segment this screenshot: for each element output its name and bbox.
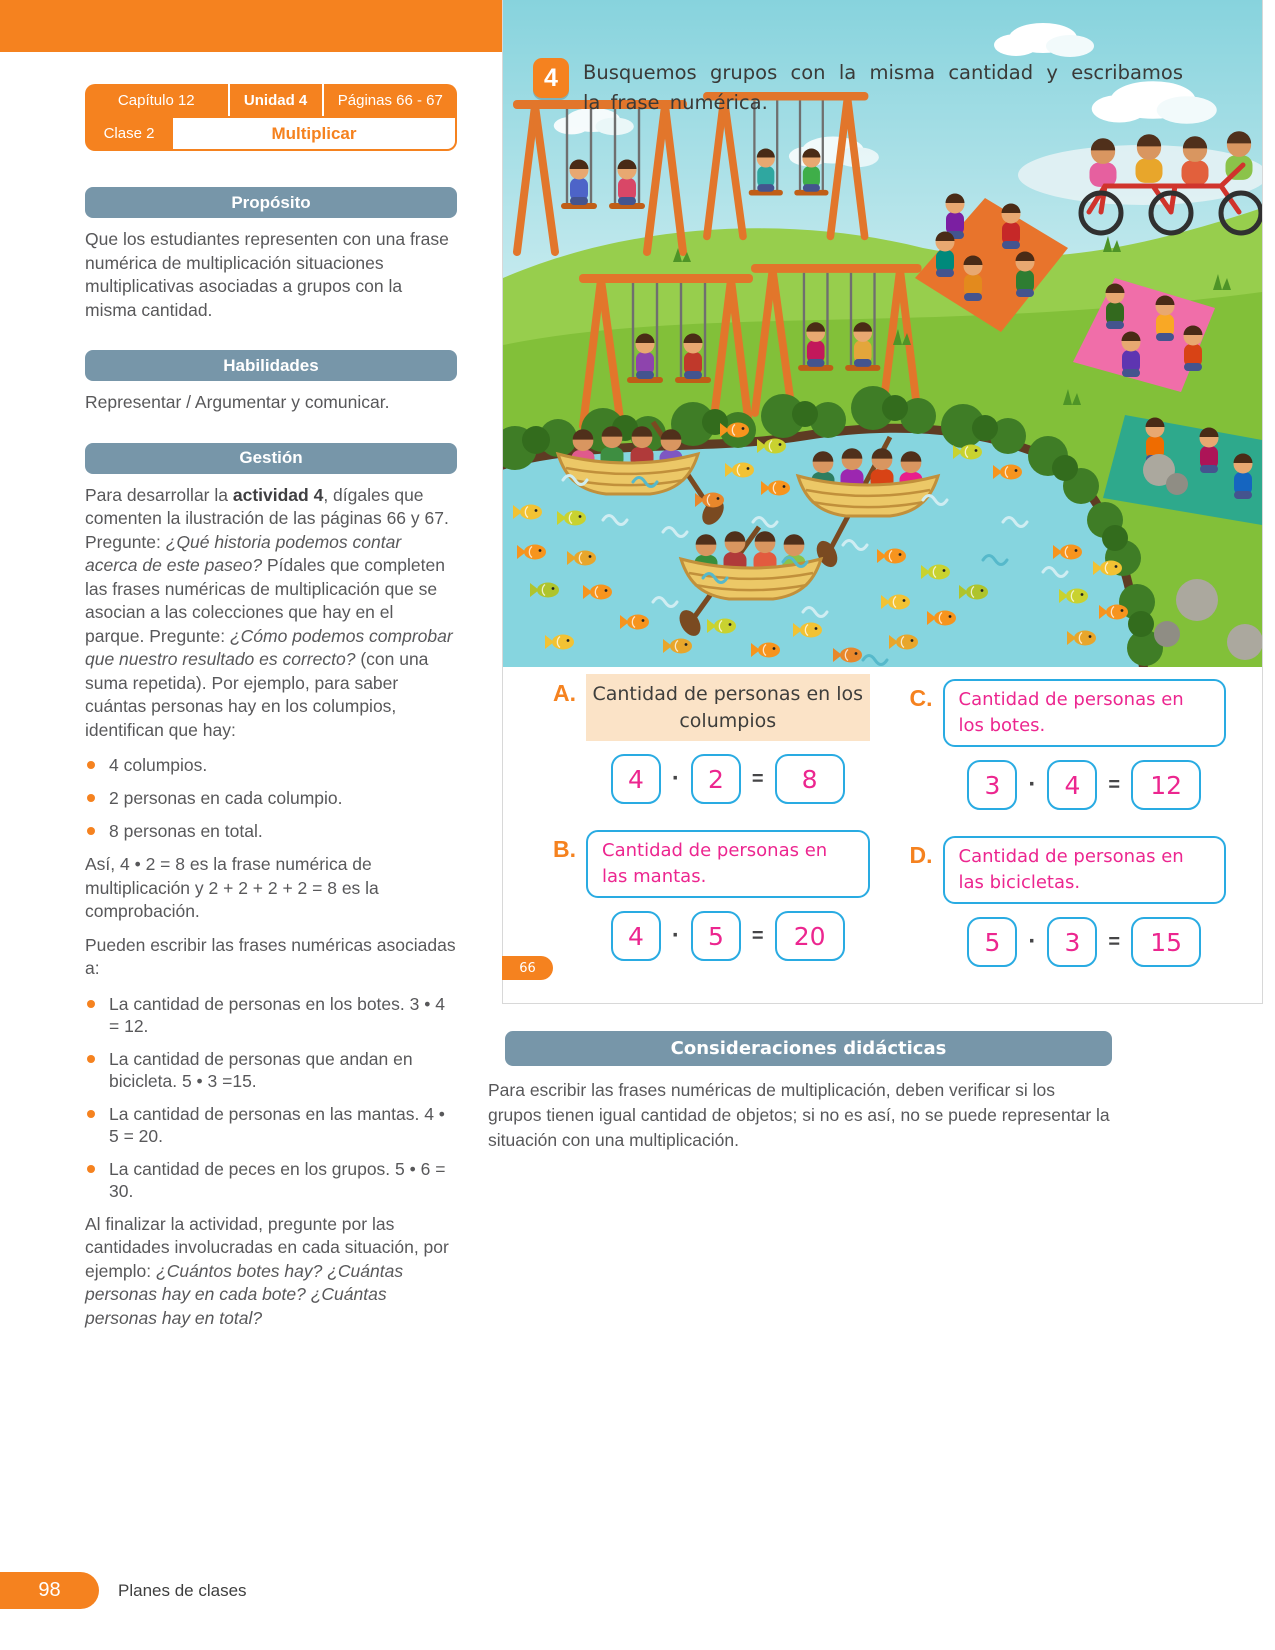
- topic-tag: Multiplicar: [173, 116, 457, 151]
- factor-box[interactable]: 3: [1047, 917, 1097, 967]
- activity-header: [533, 58, 1223, 118]
- gestion-header: Gestión: [85, 443, 457, 474]
- gestion-paragraph-4: Al finalizar la actividad, pregunte por las cantidades involucradas en cada situación, por ejemplo: ¿Cuántos botes hay? ¿Cuántas personas hay en cada bote? ¿Cuántas personas hay en total?: [85, 1213, 449, 1328]
- consideraciones-section: [488, 1031, 1112, 1171]
- equals-operator: =: [1108, 931, 1121, 954]
- answer-b-title: Cantidad de personas en las mantas.: [586, 830, 870, 898]
- answers-right-column: [910, 674, 1227, 967]
- answer-b: [553, 830, 870, 961]
- factor-box[interactable]: 4: [1047, 760, 1097, 810]
- equals-operator: =: [751, 768, 764, 791]
- activity-instruction: Busquemos grupos con la misma cantidad y escribamos la frase numérica.: [583, 61, 1183, 115]
- answer-a-label: A.: [553, 680, 576, 706]
- factor-box[interactable]: 4: [611, 754, 661, 804]
- gestion-paragraph-1: Para desarrollar la actividad 4, dígales que comenten la ilustración de las páginas 66 y 67. Pregunte: ¿Qué historia podemos contar acerca de este paseo? Pídales que completen las frases numéricas de multiplicación que se asocian a las colecciones que hay en el parque. Pregunte: ¿Cómo podemos comprobar que nuestro resultado es correcto? (con una suma repetida). Por ejemplo, para saber cuántas personas hay en los columpios, identifican que hay:: [85, 484, 453, 740]
- lesson-tags: [85, 84, 457, 151]
- answers-left-column: [553, 674, 870, 967]
- student-book-panel: [502, 0, 1263, 1004]
- factor-box[interactable]: 5: [691, 911, 741, 961]
- page-number-pill: 98: [0, 1572, 99, 1609]
- times-operator: ·: [671, 765, 680, 793]
- product-box[interactable]: 12: [1131, 760, 1201, 810]
- list-item: 2 personas en cada columpio.: [85, 787, 457, 809]
- class-tag: Clase 2: [85, 116, 173, 151]
- answer-d: [910, 836, 1227, 967]
- product-box[interactable]: 20: [775, 911, 845, 961]
- answer-a-title: Cantidad de personas en los columpios: [586, 674, 870, 741]
- list-item: 4 columpios.: [85, 754, 457, 776]
- gestion-paragraph-3: Pueden escribir las frases numéricas asociadas a:: [85, 934, 456, 978]
- answer-c-title: Cantidad de personas en los botes.: [943, 679, 1227, 747]
- factor-box[interactable]: 3: [967, 760, 1017, 810]
- activity-number-badge: 4: [533, 58, 569, 98]
- footer-label: Planes de clases: [118, 1581, 247, 1600]
- left-column: [85, 84, 457, 1330]
- proposito-header: Propósito: [85, 187, 457, 218]
- factor-box[interactable]: 4: [611, 911, 661, 961]
- consideraciones-header: Consideraciones didácticas: [505, 1031, 1112, 1066]
- habilidades-body: Representar / Argumentar y comunicar.: [85, 392, 390, 412]
- lesson-tags-row2: [85, 116, 457, 151]
- top-orange-bar: [0, 0, 506, 52]
- gestion-bullets-2: [85, 993, 457, 1202]
- answer-c: [910, 679, 1227, 810]
- answer-a: [553, 674, 870, 804]
- proposito-body: Que los estudiantes representen con una frase numérica de multiplicación situaciones multiplicativas asociadas a grupos con la misma cantidad.: [85, 229, 449, 320]
- gestion-bullets-1: [85, 754, 457, 842]
- list-item: La cantidad de personas que andan en bicicleta. 5 • 3 =15.: [85, 1048, 457, 1092]
- factor-box[interactable]: 5: [967, 917, 1017, 967]
- habilidades-header: Habilidades: [85, 350, 457, 381]
- product-box[interactable]: 8: [775, 754, 845, 804]
- answer-d-title: Cantidad de personas en las bicicletas.: [943, 836, 1227, 904]
- times-operator: ·: [1028, 771, 1037, 799]
- answer-d-equation: [943, 917, 1227, 967]
- equals-operator: =: [751, 925, 764, 948]
- answer-b-label: B.: [553, 836, 576, 863]
- list-item: La cantidad de peces en los grupos. 5 • 6 = 30.: [85, 1158, 457, 1202]
- factor-box[interactable]: 2: [691, 754, 741, 804]
- student-page-number-tab: 66: [502, 956, 553, 980]
- equals-operator: =: [1108, 774, 1121, 797]
- answer-c-equation: [943, 760, 1227, 810]
- answer-b-equation: [586, 911, 870, 961]
- product-box[interactable]: 15: [1131, 917, 1201, 967]
- list-item: La cantidad de personas en las mantas. 4 • 5 = 20.: [85, 1103, 457, 1147]
- answer-c-label: C.: [909, 685, 933, 711]
- unit-tag: Unidad 4: [243, 91, 308, 109]
- lesson-tags-row1: [85, 84, 457, 116]
- gestion-paragraph-2: Así, 4 • 2 = 8 es la frase numérica de multiplicación y 2 + 2 + 2 + 2 = 8 es la comprobación.: [85, 854, 379, 921]
- answer-a-equation: [586, 754, 870, 804]
- answers-area: [503, 660, 1262, 967]
- chapter-tag: Capítulo 12: [117, 91, 195, 109]
- times-operator: ·: [671, 922, 680, 950]
- consideraciones-body: Para escribir las frases numéricas de multiplicación, deben verificar si los grupos tienen igual cantidad de objetos; si no es así, no se puede representar la situación con una multiplicación.: [488, 1080, 1110, 1150]
- pages-tag: Páginas 66 - 67: [337, 91, 443, 109]
- list-item: La cantidad de personas en los botes. 3 • 4 = 12.: [85, 993, 457, 1037]
- list-item: 8 personas en total.: [85, 820, 457, 842]
- answer-d-label: D.: [909, 842, 933, 869]
- times-operator: ·: [1028, 928, 1037, 956]
